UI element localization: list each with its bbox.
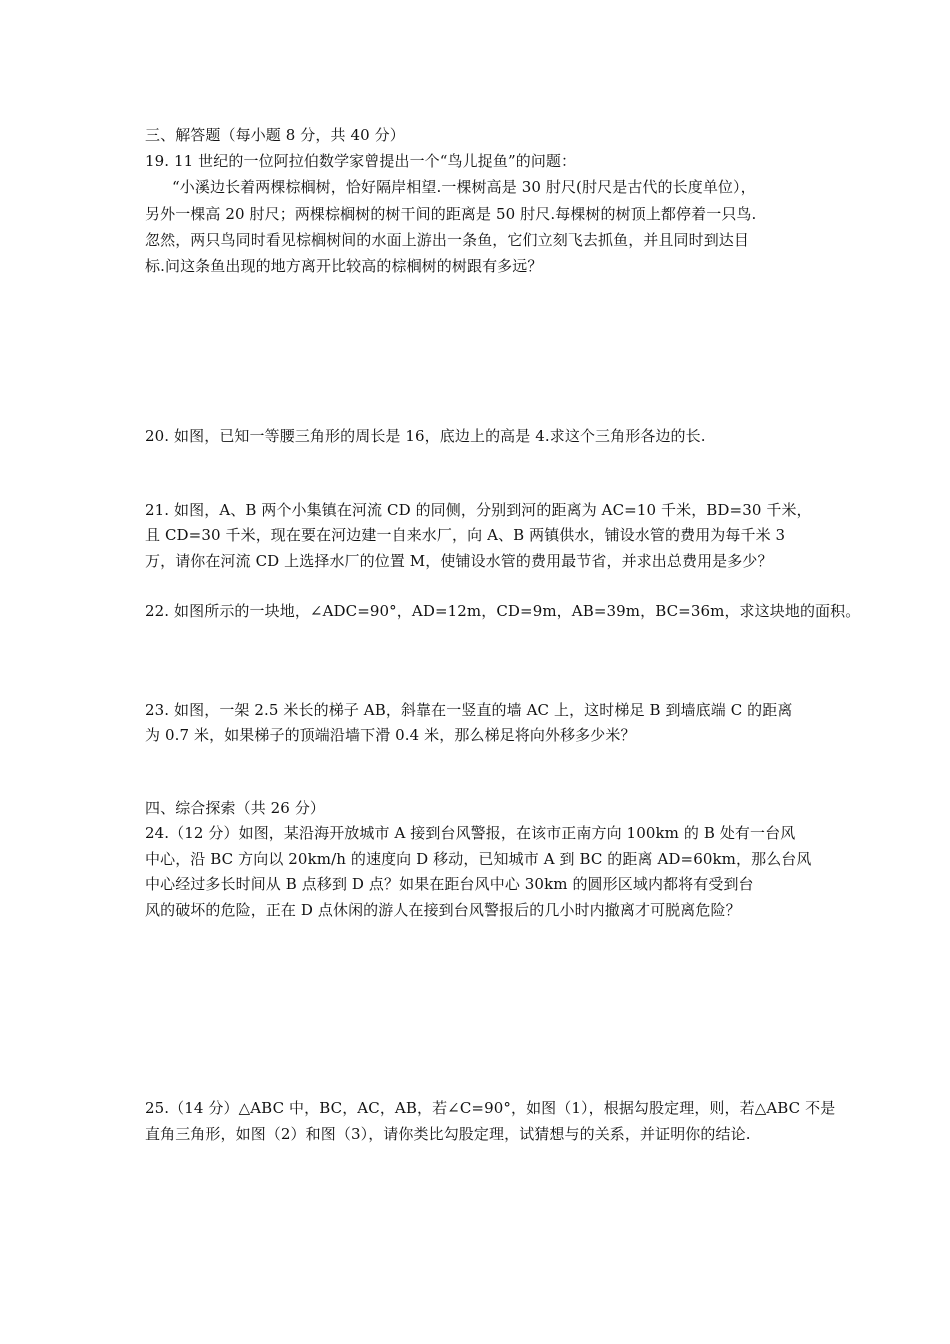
q23-line-1: 23. 如图，一架 2.5 米长的梯子 AB，斜靠在一竖直的墙 AC 上，这时梯足 B 到墙底端 C 的距离 [145,701,793,719]
q19-line-2: “小溪边长着两棵棕榈树，恰好隔岸相望.一棵树高是 30 肘尺(肘尺是古代的长度单位）， [172,178,756,196]
q21-line-2: 且 CD=30 千米，现在要在河边建一自来水厂，向 A、B 两镇供水，铺设水管的费用为每千米 3 [145,526,786,544]
q19-line-4: 忽然，两只鸟同时看见棕榈树间的水面上游出一条鱼，它们立刻飞去抓鱼，并且同时到达目 [145,231,750,249]
q25-line-2: 直角三角形，如图（2）和图（3），请你类比勾股定理，试猜想与的关系，并证明你的结论. [145,1125,751,1143]
q24-line-3: 中心经过多长时间从 B 点移到 D 点？如果在距台风中心 30km 的圆形区域内都将有受到台 [145,875,754,893]
q24-line-4: 风的破坏的危险，正在 D 点休闲的游人在接到台风警报后的几小时内撤离才可脱离危险？ [145,901,741,919]
section-3-heading: 三、解答题（每小题 8 分，共 40 分） [145,126,405,144]
q21-line-1: 21. 如图，A、B 两个小集镇在河流 CD 的同侧，分别到河的距离为 AC=10 千米，BD=30 千米， [145,501,812,519]
q22-line-1: 22. 如图所示的一块地，∠ADC=90°，AD=12m，CD=9m，AB=39m，BC=36m，求这块地的面积。 [145,602,861,620]
q24-line-1: 24.（12 分）如图，某沿海开放城市 A 接到台风警报，在该市正南方向 100km 的 B 处有一台风 [145,824,796,842]
q24-line-2: 中心，沿 BC 方向以 20km/h 的速度向 D 移动，已知城市 A 到 BC 的距离 AD=60km，那么台风 [145,850,812,868]
q23-line-2: 为 0.7 米，如果梯子的顶端沿墙下滑 0.4 米，那么梯足将向外移多少米？ [145,726,636,744]
q20-line-1: 20. 如图，已知一等腰三角形的周长是 16，底边上的高是 4.求这个三角形各边的长. [145,427,706,445]
q21-line-3: 万，请你在河流 CD 上选择水厂的位置 M，使铺设水管的费用最节省，并求出总费用是多少？ [145,552,773,570]
q19-line-3: 另外一棵高 20 肘尺；两棵棕榈树的树干间的距离是 50 肘尺.每棵树的树顶上都停着一只鸟. [145,205,757,223]
section-4-heading: 四、综合探索（共 26 分） [145,799,326,817]
q25-line-1: 25.（14 分）△ABC 中，BC，AC，AB，若∠C=90°，如图（1），根据勾股定理，则，若△ABC 不是 [145,1099,836,1117]
q19-line-1: 19. 11 世纪的一位阿拉伯数学家曾提出一个“鸟儿捉鱼”的问题： [145,152,577,170]
q19-line-5: 标.问这条鱼出现的地方离开比较高的棕榈树的树跟有多远？ [145,257,543,275]
